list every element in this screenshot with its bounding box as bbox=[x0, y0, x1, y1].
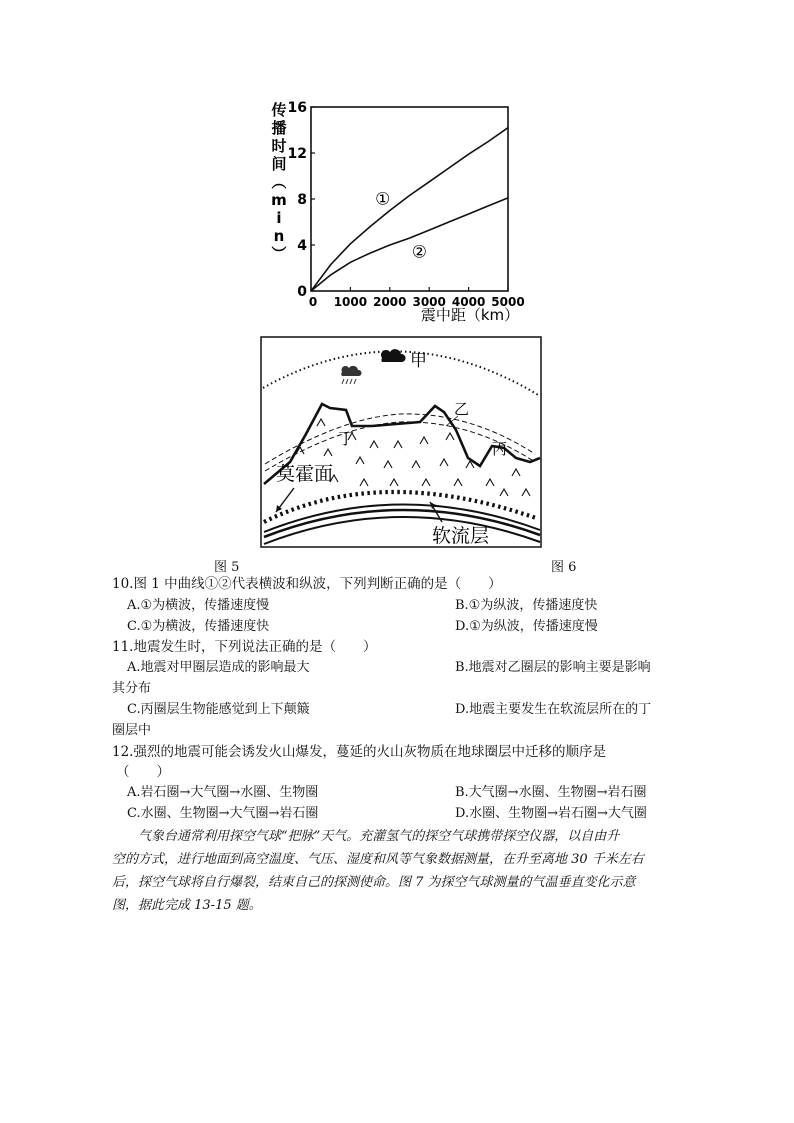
q10-option-d: D.①为纵波，传播速度慢 bbox=[455, 619, 598, 634]
x-axis-label: 震中距（km） bbox=[420, 306, 520, 324]
plot-frame bbox=[311, 107, 508, 291]
passage-line-2: 空的方式，进行地面到高空温度、气压、湿度和风等气象数据测量，在升至离地 30 千米左右 bbox=[112, 852, 644, 867]
label-asthenosphere: 软流层 bbox=[432, 525, 490, 547]
question-12-stem-wrap: （ ） bbox=[116, 764, 170, 780]
y-tick-label: 0 bbox=[297, 284, 307, 300]
passage bbox=[112, 825, 684, 917]
passage-line-4: 图，据此完成 13-15 题。 bbox=[112, 898, 262, 913]
x-tick-label: 3000 bbox=[412, 295, 446, 309]
label-bing: 丙 bbox=[492, 440, 508, 458]
q10-option-a: A.①为横波，传播速度慢 bbox=[127, 598, 270, 613]
figure5-chart bbox=[260, 95, 530, 327]
y-tick-label: 16 bbox=[287, 100, 307, 116]
series-lines bbox=[311, 128, 508, 291]
y-tick-label: 4 bbox=[297, 238, 307, 254]
question-11-stem: 11.地震发生时，下列说法正确的是（ ） bbox=[112, 639, 377, 655]
q11-option-b: B.地震对乙圈层的影响主要是影响 bbox=[455, 660, 651, 675]
figure6-diagram bbox=[260, 336, 542, 548]
q10-option-b: B.①为纵波，传播速度快 bbox=[455, 598, 598, 613]
label-yi: 乙 bbox=[454, 400, 470, 418]
y-tick-label: 8 bbox=[297, 192, 307, 208]
series-label: ② bbox=[411, 242, 427, 263]
q11-option-d: D.地震主要发生在软流层所在的丁 bbox=[455, 702, 652, 717]
label-ding: 丁 bbox=[338, 429, 355, 448]
x-tick-label: 4000 bbox=[451, 295, 486, 309]
label-jia: 甲 bbox=[410, 351, 427, 371]
label-moho: 莫霍面 bbox=[276, 463, 334, 485]
question-12-stem: 12.强烈的地震可能会诱发火山爆发，蔓延的火山灰物质在地球圈层中迁移的顺序是 bbox=[112, 744, 606, 760]
y-axis-label bbox=[270, 101, 286, 263]
y-tick-label: 12 bbox=[287, 146, 307, 162]
svg-text:传播时间︵min︶: 传播时间︵ m i n ︶ bbox=[271, 101, 287, 263]
caption-fig5: 图 5 bbox=[214, 560, 240, 575]
q10-option-c: C.①为横波，传播速度快 bbox=[127, 619, 270, 634]
q12-option-c: C.水圈、生物圈→大气圈→岩石圈 bbox=[127, 806, 319, 821]
caption-fig6: 图 6 bbox=[551, 560, 577, 575]
q11-option-a: A.地震对甲圈层造成的影响最大 bbox=[127, 660, 310, 675]
series-line bbox=[311, 198, 508, 291]
q11-option-d-wrap: 圈层中 bbox=[112, 723, 152, 738]
question-10-stem: 10.图 1 中曲线①②代表横波和纵波，下列判断正确的是（ ） bbox=[112, 576, 502, 592]
q11-option-b-wrap: 其分布 bbox=[112, 681, 152, 696]
x-tick-label: 0 bbox=[308, 295, 318, 309]
x-tick-label: 1000 bbox=[333, 295, 368, 309]
passage-line-3: 后，探空气球将自行爆裂，结束自己的探测使命。图 7 为探空气球测量的气温垂直变化示意 bbox=[112, 875, 636, 890]
q11-option-c: C.丙圈层生物能感觉到上下颠簸 bbox=[127, 702, 310, 717]
series-label: ① bbox=[375, 189, 391, 210]
x-tick-label: 5000 bbox=[491, 295, 525, 309]
q12-option-b: B.大气圈→水圈、生物圈→岩石圈 bbox=[455, 785, 647, 800]
q12-option-a: A.岩石圈→大气圈→水圈、生物圈 bbox=[127, 785, 319, 800]
passage-line-1: 气象台通常利用探空气球“把脉”天气。充灌氢气的探空气球携带探空仪器，以自由升 bbox=[138, 829, 620, 844]
q12-option-d: D.水圈、生物圈→岩石圈→大气圈 bbox=[455, 806, 647, 821]
x-tick-label: 2000 bbox=[373, 295, 407, 309]
